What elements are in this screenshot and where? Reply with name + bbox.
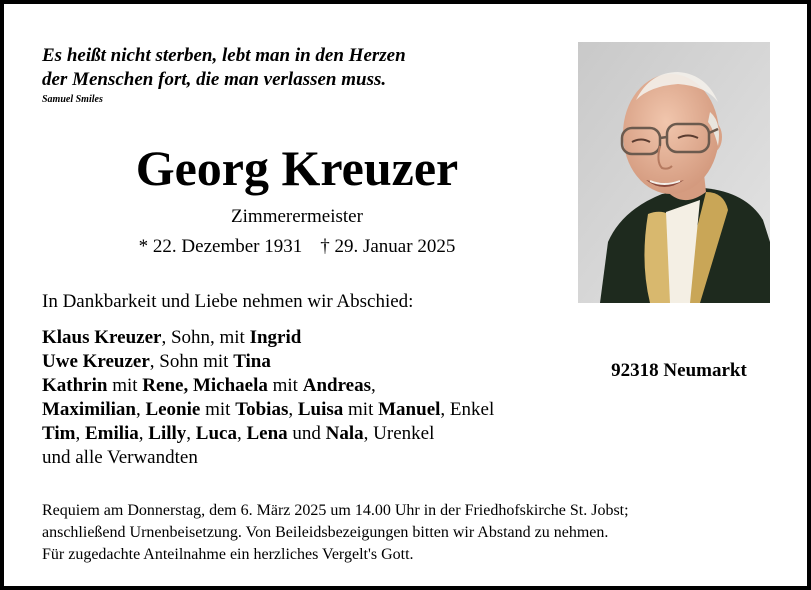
mourner-name: Luca [195, 423, 237, 444]
mourner-relation: , [371, 375, 376, 396]
mourner-line [42, 446, 494, 470]
mourner-name: Andreas [302, 375, 371, 396]
mourner-line [42, 398, 494, 422]
farewell-intro: In Dankbarkeit und Liebe nehmen wir Abschied: [42, 291, 414, 312]
mourner-relation: mit [267, 375, 303, 396]
portrait-photo [578, 42, 770, 303]
mourner-relation: und [287, 423, 326, 444]
mourner-name: Lena [246, 423, 288, 444]
death-date: † 29. Januar 2025 [320, 236, 456, 257]
mourner-relation: , Urenkel [363, 423, 435, 444]
mourner-line [42, 326, 494, 350]
mourner-line [42, 350, 494, 374]
mourner-name: Leonie [145, 399, 201, 420]
mourner-relation: , Sohn mit [149, 351, 234, 372]
mourner-name: Lilly [148, 423, 187, 444]
quote-line-2: der Menschen fort, die man verlassen muss. [42, 69, 387, 90]
mourner-name: Emilia [84, 423, 139, 444]
mourner-name: Maximilian [42, 399, 136, 420]
mourner-relation: , [186, 423, 196, 444]
mourner-name: Rene, Michaela [142, 375, 268, 396]
mourner-relation: mit [107, 375, 143, 396]
mourner-relation: , [135, 399, 146, 420]
birth-date: * 22. Dezember 1931 [138, 236, 303, 257]
mourner-relation: , [288, 399, 298, 420]
quote-author: Samuel Smiles [42, 94, 103, 105]
mourners-list [42, 326, 494, 470]
life-dates [42, 235, 552, 259]
notice-line-3: Für zugedachte Anteilnahme ein herzliches Vergelt's Gott. [42, 546, 414, 563]
mourner-relation: , Sohn, mit [161, 327, 250, 348]
deceased-name: Georg Kreuzer [135, 140, 459, 196]
mourner-relation: mit [343, 399, 379, 420]
mourner-name: Tobias [235, 399, 289, 420]
portrait-illustration [578, 42, 770, 303]
mourner-name: Kathrin [42, 375, 108, 396]
mourner-name: Ingrid [249, 327, 302, 348]
mourner-name: Tim [42, 423, 76, 444]
place-of-residence: 92318 Neumarkt [611, 360, 747, 381]
mourner-line [42, 422, 494, 446]
mourner-relation: , [138, 423, 149, 444]
memorial-quote [42, 44, 542, 106]
notice-line-1: Requiem am Donnerstag, dem 6. März 2025 um 14.00 Uhr in der Friedhofskirche St. Jobst; [42, 502, 629, 519]
mourner-relation: , [75, 423, 85, 444]
mourner-name: Manuel [378, 399, 441, 420]
mourner-name: Klaus Kreuzer [42, 327, 162, 348]
quote-line-1: Es heißt nicht sterben, lebt man in den Herzen [42, 45, 406, 66]
mourner-name: Luisa [297, 399, 344, 420]
deceased-profession: Zimmerermeister [231, 206, 363, 227]
mourner-name: Uwe Kreuzer [42, 351, 150, 372]
mourner-name: Nala [325, 423, 364, 444]
mourner-relation: , [236, 423, 247, 444]
mourner-relation: mit [200, 399, 236, 420]
funeral-notice [42, 500, 629, 566]
notice-line-2: anschließend Urnenbeisetzung. Von Beileidsbezeigungen bitten wir Abstand zu nehmen. [42, 524, 609, 541]
mourner-relation: , Enkel [440, 399, 495, 420]
mourner-relation: und alle Verwandten [42, 447, 198, 468]
mourner-line [42, 374, 494, 398]
mourner-name: Tina [233, 351, 271, 372]
